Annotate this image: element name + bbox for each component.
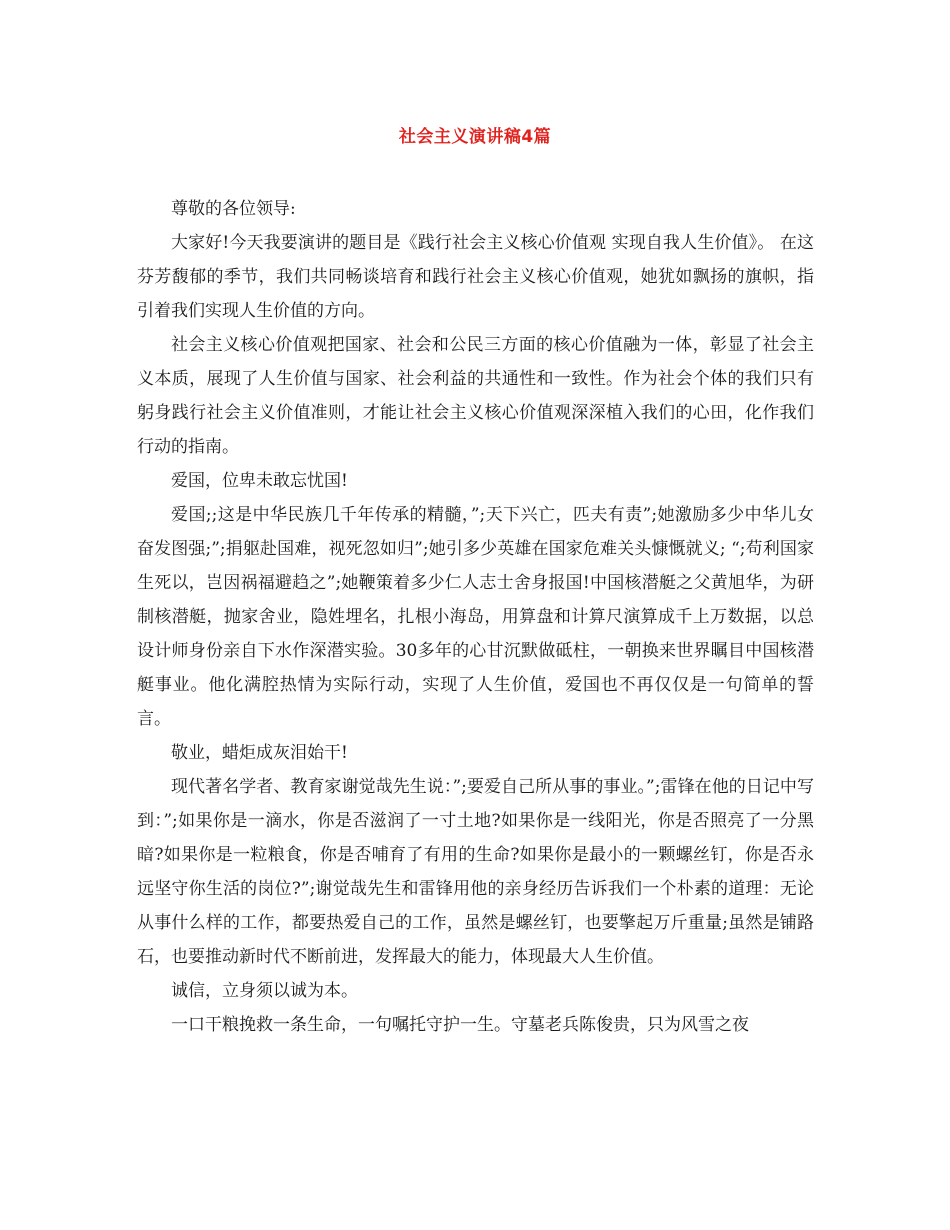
paragraph-heading-patriotism: 爱国，位卑未敢忘忧国! — [171, 471, 348, 491]
paragraph-intro: 大家好!今天我要演讲的题目是《践行社会主义核心价值观 实现自我人生价值》。 在这芬芳馥郁的季节，我们共同畅谈培育和践行社会主义核心价值观，她犹如飘扬的旗帜，指引着我们实现人生价值的方向。 — [137, 233, 814, 321]
paragraph-salutation: 尊敬的各位领导: — [171, 199, 296, 219]
document-body — [137, 192, 814, 1042]
paragraph-dedication: 现代著名学者、教育家谢觉哉先生说：”;要爱自己所从事的事业。”;雷锋在他的日记中写到：”;如果你是一滴水，你是否滋润了一寸土地?如果你是一线阳光，你是否照亮了一分黑暗?如果你是一粒粮食，你是否哺育了有用的生命?如果你是最小的一颗螺丝钉，你是否永远坚守你生活的岗位?”;谢觉哉先生和雷锋用他的亲身经历告诉我们一个朴素的道理：无论从事什么样的工作，都要热爱自己的工作，虽然是螺丝钉，也要擎起万斤重量;虽然是铺路石，也要推动新时代不断前进，发挥最大的能力，体现最大人生价值。 — [137, 777, 814, 967]
paragraph-core-values: 社会主义核心价值观把国家、社会和公民三方面的核心价值融为一体，彰显了社会主义本质，展现了人生价值与国家、社会利益的共通性和一致性。作为社会个体的我们只有躬身践行社会主义价值准则，才能让社会主义核心价值观深深植入我们的心田，化作我们行动的指南。 — [137, 335, 814, 457]
paragraph-heading-dedication: 敬业，蜡炬成灰泪始干! — [171, 743, 348, 763]
paragraph-patriotism: 爱国;;这是中华民族几千年传承的精髓，”;天下兴亡，匹夫有责”;她激励多少中华儿女奋发图强;”;捐躯赴国难，视死忽如归”;她引多少英雄在国家危难关头慷慨就义; “;苟利国家生死以，岂因祸福避趋之”;她鞭策着多少仁人志士舍身报国!中国核潜艇之父黄旭华，为研制核潜艇，抛家舍业，隐姓埋名，扎根小海岛，用算盘和计算尺演算成千上万数据，以总设计师身份亲自下水作深潜实验。30多年的心甘沉默做砥柱，一朝换来世界瞩目中国核潜艇事业。他化满腔热情为实际行动，实现了人生价值，爱国也不再仅仅是一句简单的誓言。 — [137, 505, 814, 729]
document-title: 社会主义演讲稿4篇 — [398, 127, 552, 147]
paragraph-heading-integrity: 诚信，立身须以诚为本。 — [171, 981, 358, 1001]
paragraph-integrity: 一口干粮挽救一条生命，一句嘱托守护一生。守墓老兵陈俊贵，只为风雪之夜 — [171, 1015, 749, 1035]
